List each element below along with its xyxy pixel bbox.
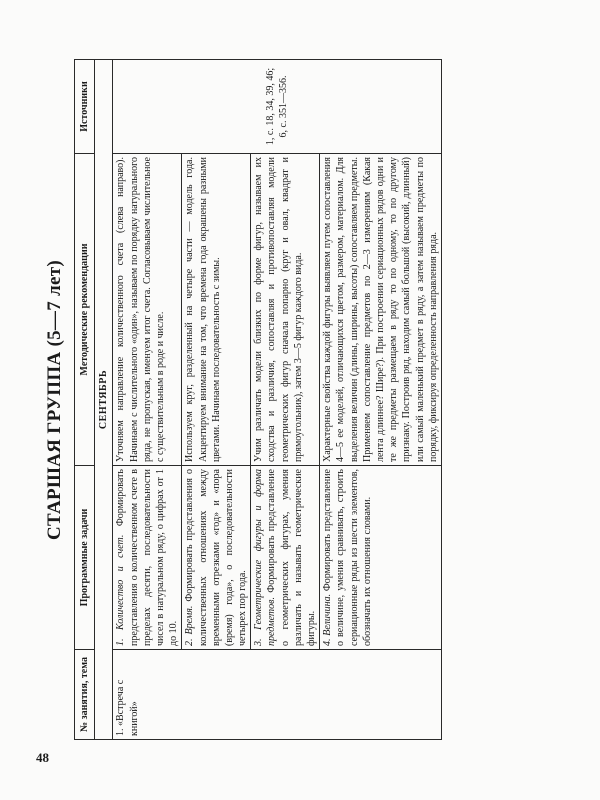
task-text: Формировать представление о величине, умения сравнивать, строить сериационные ряды из шести элементов, обозначать их отношения словами. [322,469,373,646]
rotated-page-content [40,60,560,740]
recommendation-cell: Характерные свойства каждой фигуры выявляем путем сопоставления 4—5 ее моделей, отличающихся цветом, размером, материалом. Для выделения величин (длины, ширины, высоты) сопоставляем предметы. Применяем сопоставление предметов по 2—3 измерениям (Какая лента длиннее? Шире?). При построении сериационных рядов одни и те же предметы размещаем в ряду то по одному, то по другому признаку. Построив ряд, находим самый большой (высокий, длинный) или самый маленький предмет в ряду, а затем называем предметы по порядку, фиксируя определенность направления ряда. [320,154,442,466]
table-row [251,60,320,740]
lesson-plan-table [74,59,442,740]
header-sources: Источники [75,60,95,154]
month-label: СЕНТЯБРЬ [95,60,113,740]
task-label: 1. Количество и счет. [115,534,127,646]
program-task-cell [251,466,320,650]
task-text: Формировать представление о геометрических фигурах, умения различать и называть геометрические фигуры. [266,469,317,646]
header-method-recommendations: Методические рекомендации [75,154,95,466]
header-lesson-topic: № занятия, тема [75,650,95,740]
page-title: СТАРШАЯ ГРУППА (5—7 лет) [44,259,65,541]
month-row [95,60,113,740]
recommendation-cell: Уточняем направление количественного счета (слева направо). Начинаем с числительного «один», называем по порядку натурального ряда, не пропуская, именуем итог счета. Согласовываем числительное с существительным в роде и числе. [113,154,182,466]
table-row [320,60,442,740]
table-row [182,60,251,740]
recommendation-cell: Используем круг, разделенный на четыре части — модель года. Акцентируем внимание на том, что времена года окрашены разными цветами. Начинаем последовательность с зимы. [182,154,251,466]
program-task-cell [320,466,442,650]
task-label: 4. Величина. [322,593,334,646]
task-text: Формировать представления о количественных отношениях между временными отрезками «год» и «пора (время) года», о последовательности четырех пор года. [184,469,249,646]
header-program-tasks: Программные задачи [75,466,95,650]
sources-cell: 1, с. 18, 34, 39, 46; 6, с. 351—356. [113,60,442,154]
table-header-row [75,60,95,740]
lesson-topic-cell: 1. «Встреча с книгой» [113,650,442,740]
table-row [113,60,182,740]
recommendation-cell: Учим различать модели близких по форме фигур, называем их сходства и различия, сопоставляя и противопоставляя модели геометрических фигур сначала попарно (круг и овал, квадрат и прямоугольник), затем 3—5 фигур каждого вида. [251,154,320,466]
page-number: 48 [36,750,49,765]
program-task-cell [113,466,182,650]
task-text: Формировать представления о количественном счете в пределах десяти, последовательности чисел в натуральном ряду, о цифрах от 1 до 10. [115,469,180,646]
task-label: 3. Геометрические фигуры и форма предметов. [253,469,278,646]
program-task-cell [182,466,251,650]
task-label: 2. Время. [184,605,196,646]
